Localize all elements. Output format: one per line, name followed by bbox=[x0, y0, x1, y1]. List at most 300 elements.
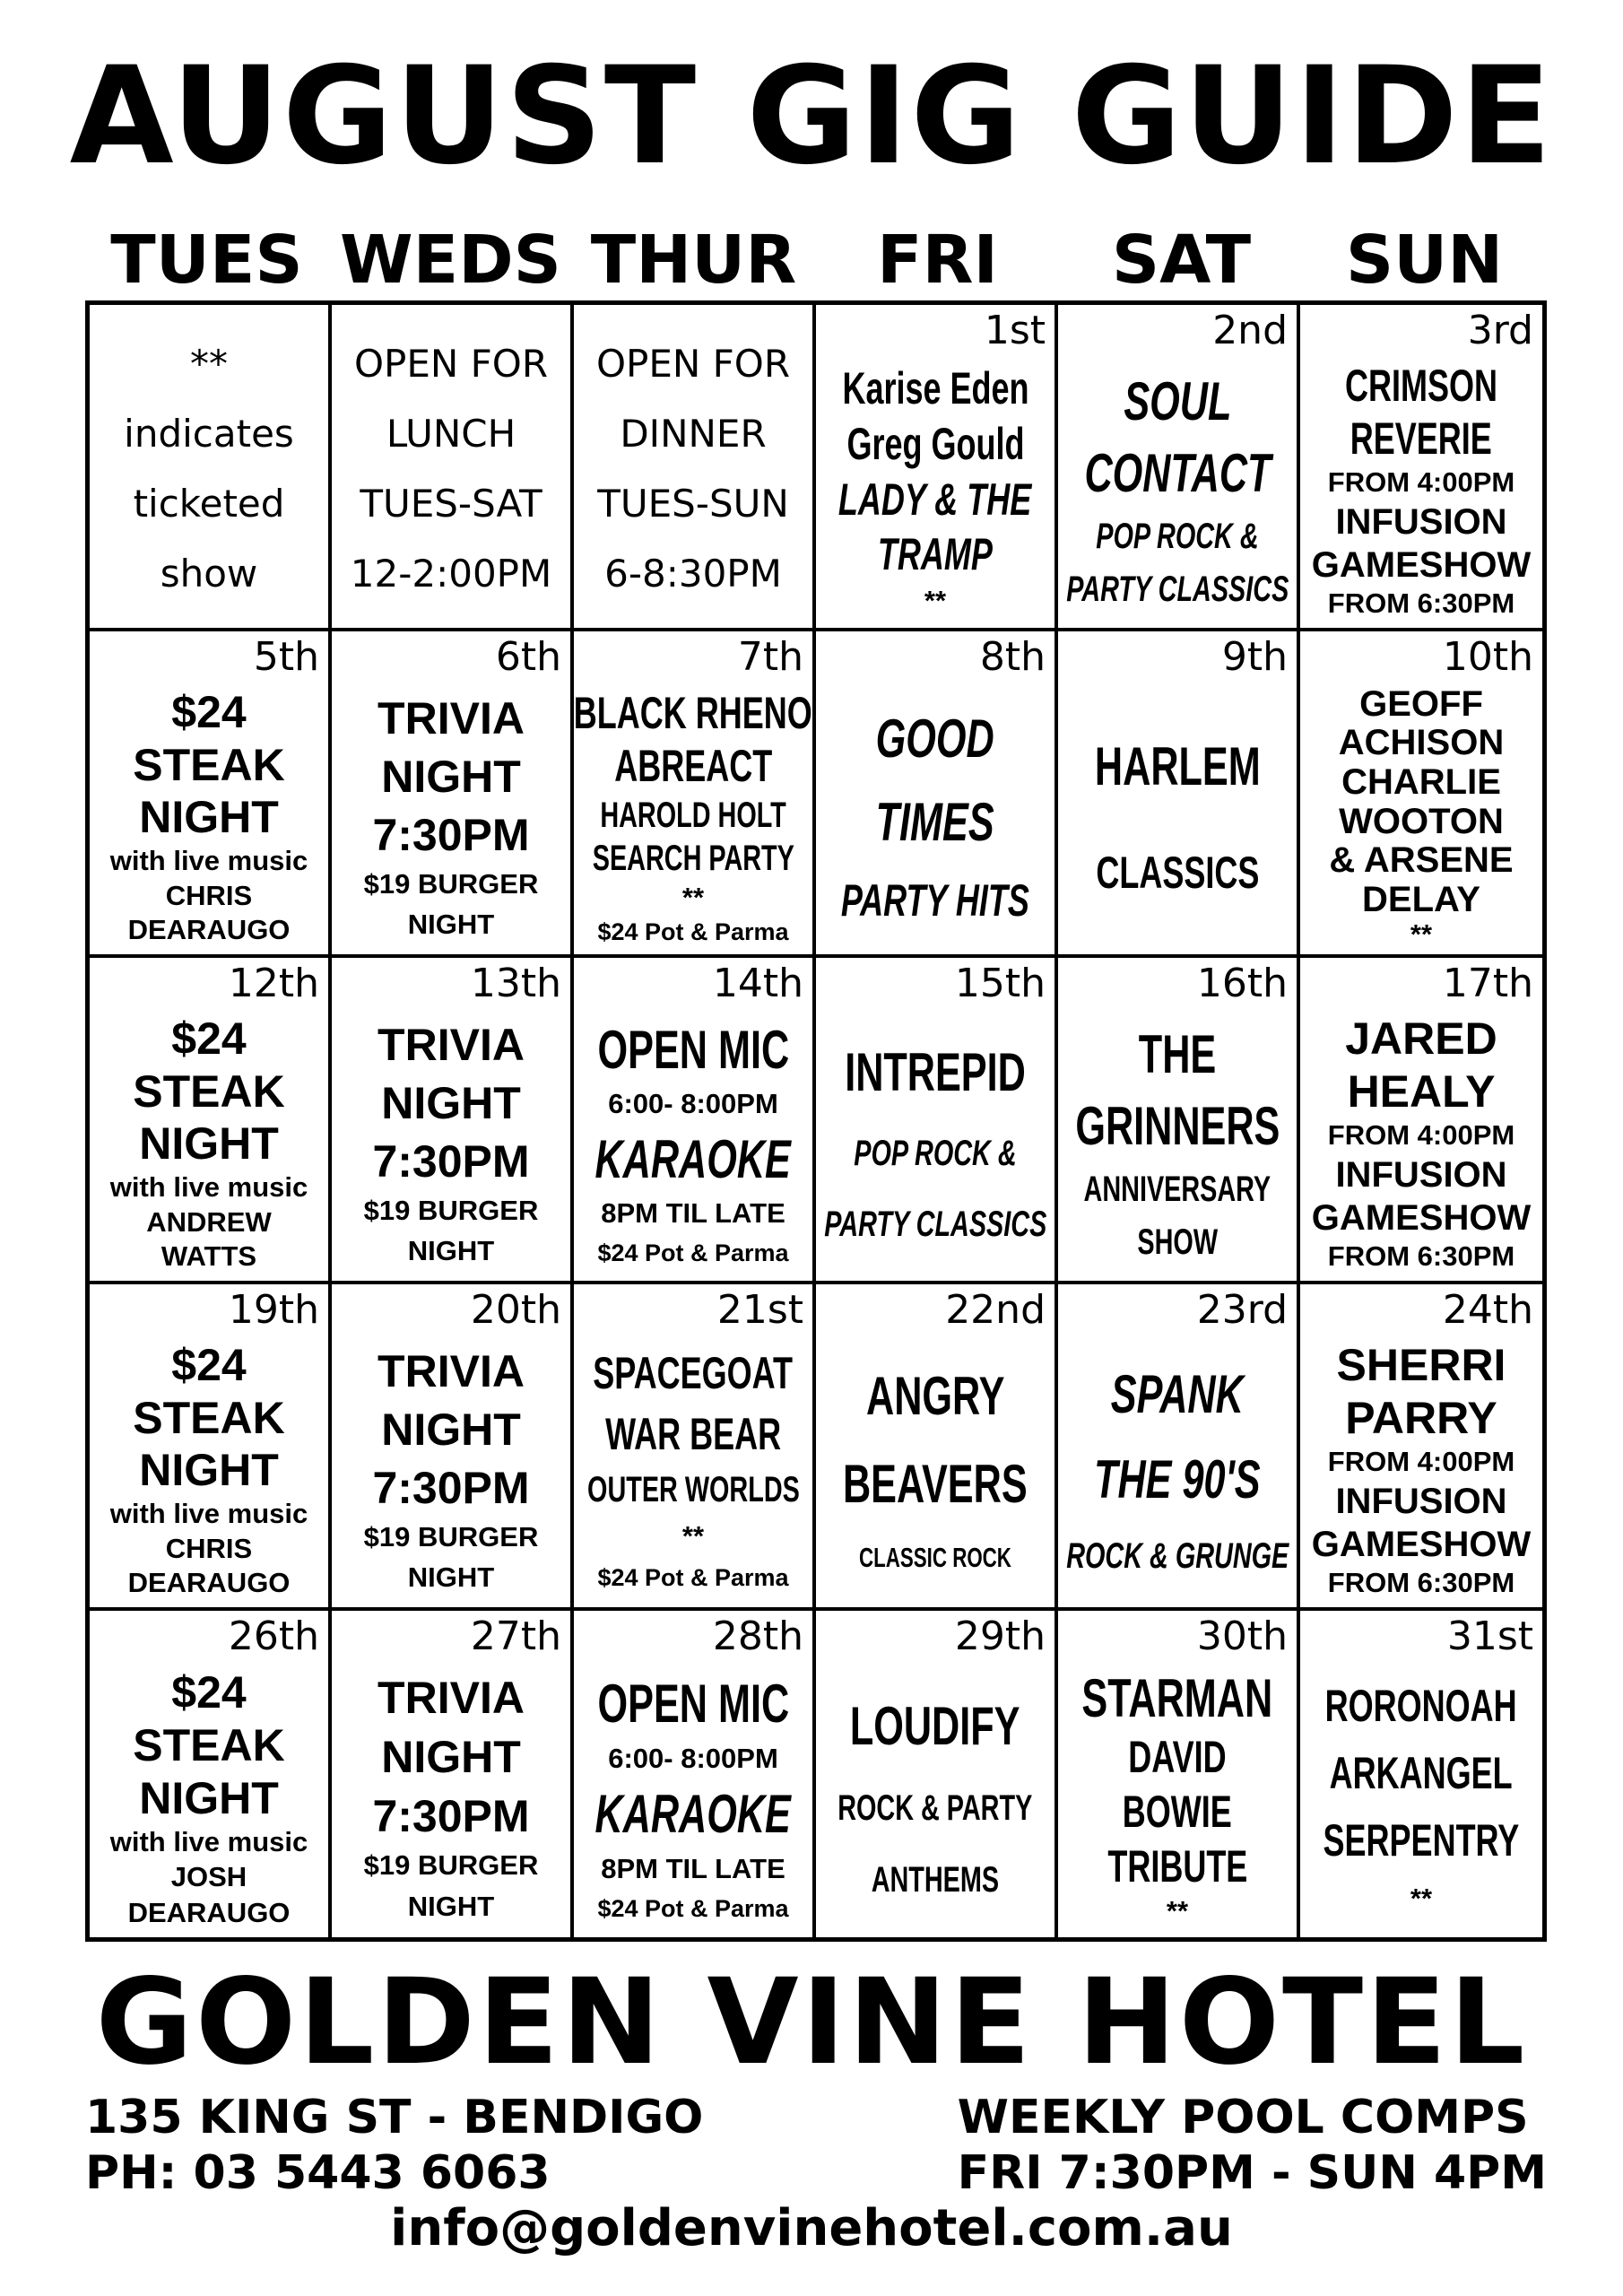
cell-text: BLACK RHENO bbox=[574, 687, 812, 738]
cell-date: 27th bbox=[470, 1613, 561, 1659]
cell-text-line bbox=[597, 919, 788, 944]
cell-text-line bbox=[109, 844, 308, 876]
cell-text: $19 BURGER bbox=[363, 1520, 539, 1552]
cell-date: 8th bbox=[979, 634, 1046, 680]
cell-text: KARAOKE bbox=[595, 1128, 792, 1189]
cell-content bbox=[816, 1336, 1055, 1604]
cell-content bbox=[90, 1010, 328, 1277]
cell-text-line bbox=[1329, 841, 1513, 879]
cell-content bbox=[332, 314, 570, 624]
cell-text-line bbox=[574, 839, 816, 877]
cell-text-line bbox=[574, 1408, 815, 1459]
cell-text: STEAK bbox=[133, 1392, 285, 1443]
cell-text: $24 bbox=[171, 1013, 247, 1065]
cell-text-line bbox=[133, 1065, 285, 1117]
cell-text: 12-2:00PM bbox=[350, 551, 552, 596]
cell-text-line bbox=[109, 1497, 308, 1529]
cell-text-line bbox=[408, 910, 494, 940]
cell-text-line bbox=[597, 1240, 788, 1265]
cell-text: PARTY CLASSICS bbox=[1065, 570, 1289, 610]
cell-text: CLASSICS bbox=[1095, 847, 1260, 898]
cell-text: STEAK bbox=[133, 1719, 285, 1770]
cell-text-line bbox=[1300, 1683, 1542, 1730]
cell-date: 26th bbox=[228, 1613, 319, 1659]
cell-text: ABREACT bbox=[614, 741, 772, 792]
cell-text: FROM 6:30PM bbox=[1327, 1567, 1515, 1599]
cell-text-line bbox=[133, 739, 285, 790]
cell-date: 24th bbox=[1442, 1287, 1533, 1333]
cell-text-line bbox=[1335, 1483, 1506, 1520]
cell-text: ARKANGEL bbox=[1330, 1748, 1514, 1799]
cell-text: ** bbox=[681, 1520, 705, 1552]
calendar-cell bbox=[1058, 305, 1300, 631]
cell-text: $24 Pot & Parma bbox=[597, 1894, 789, 1922]
cell-text: THE bbox=[1138, 1023, 1217, 1084]
cell-text: ANDREW bbox=[146, 1205, 272, 1238]
cell-text: GRINNERS bbox=[1074, 1096, 1280, 1157]
cell-text-line bbox=[128, 1569, 291, 1598]
cell-text: SERPENTRY bbox=[1323, 1815, 1520, 1866]
calendar-cell bbox=[816, 631, 1058, 958]
cell-date: 20th bbox=[470, 1287, 561, 1333]
cell-text-line bbox=[1167, 1897, 1188, 1926]
cell-text-line bbox=[378, 1019, 525, 1070]
cell-text-line bbox=[1058, 1537, 1300, 1575]
cell-text: NIGHT bbox=[407, 908, 495, 940]
cell-text: PARTY HITS bbox=[840, 874, 1030, 926]
cell-text-line bbox=[1312, 1526, 1531, 1563]
cell-text-line bbox=[364, 1851, 539, 1881]
cell-text: THE 90'S bbox=[1094, 1449, 1261, 1509]
calendar-cell bbox=[1058, 958, 1300, 1284]
cell-text: ** bbox=[190, 341, 228, 386]
cell-date: 9th bbox=[1221, 634, 1288, 680]
cell-text: TUES-SUN bbox=[597, 481, 789, 526]
cell-text: TRIBUTE bbox=[1107, 1840, 1247, 1892]
cell-text-line bbox=[816, 1205, 1058, 1243]
cell-text: TRIVIA bbox=[378, 692, 525, 744]
calendar-cell bbox=[1058, 631, 1300, 958]
cell-text-line bbox=[1063, 735, 1293, 796]
cell-text: NIGHT bbox=[381, 751, 521, 802]
cell-text-line bbox=[1058, 1170, 1300, 1208]
calendar-cell bbox=[816, 958, 1058, 1284]
cell-text: INTREPID bbox=[845, 1041, 1026, 1102]
cell-text-line bbox=[604, 551, 782, 596]
cell-text: $24 Pot & Parma bbox=[597, 1563, 789, 1591]
venue-contact bbox=[85, 2090, 703, 2201]
cell-text-line bbox=[124, 411, 294, 456]
cell-text-line bbox=[133, 1392, 285, 1443]
cell-text: POP ROCK & bbox=[854, 1133, 1017, 1173]
cell-text-line bbox=[171, 1342, 246, 1389]
cell-text-line bbox=[1348, 1068, 1496, 1116]
day-header-weds: WEDS bbox=[340, 222, 561, 299]
cell-text-line bbox=[408, 1892, 494, 1922]
cell-text: STARMAN bbox=[1081, 1668, 1273, 1729]
cell-text: PARRY bbox=[1345, 1393, 1497, 1444]
cell-content bbox=[332, 683, 570, 951]
cell-text-line bbox=[1337, 1342, 1506, 1389]
cell-content bbox=[574, 1010, 812, 1277]
cell-text-line bbox=[1122, 1223, 1233, 1261]
cell-text-line bbox=[574, 1350, 816, 1397]
cell-text: OPEN FOR bbox=[353, 341, 549, 386]
cell-text: 8PM TIL LATE bbox=[601, 1196, 785, 1229]
cell-text: HARLEM bbox=[1094, 735, 1261, 796]
cell-content bbox=[816, 1663, 1055, 1934]
cell-text: indicates bbox=[124, 411, 294, 456]
cell-text: KARAOKE bbox=[595, 1783, 792, 1844]
page-title: AUGUST GIG GUIDE bbox=[69, 39, 1554, 195]
cell-content bbox=[1300, 683, 1542, 951]
calendar-cell bbox=[816, 1611, 1058, 1937]
cell-text: 7:30PM bbox=[372, 1790, 530, 1841]
cell-text-line bbox=[822, 1135, 1048, 1172]
cell-text: GAMESHOW bbox=[1311, 1197, 1532, 1238]
cell-text: GAMESHOW bbox=[1311, 1524, 1532, 1564]
cell-text-line bbox=[146, 1205, 272, 1238]
cell-date: 10th bbox=[1442, 634, 1533, 680]
cell-text-line bbox=[574, 1675, 816, 1732]
cell-text-line bbox=[127, 1896, 291, 1928]
cell-text-line bbox=[620, 411, 767, 456]
cell-text: FROM 4:00PM bbox=[1327, 1445, 1515, 1477]
cell-text-line bbox=[816, 1453, 1058, 1514]
cell-text: CRIMSON bbox=[1344, 361, 1497, 412]
cell-text: GAMESHOW bbox=[1311, 544, 1532, 585]
cell-text-line bbox=[139, 1447, 279, 1494]
cell-text: OPEN MIC bbox=[597, 1673, 789, 1734]
cell-text-line bbox=[829, 1541, 1041, 1573]
cell-text-line bbox=[381, 753, 521, 801]
cell-text-line bbox=[407, 1234, 495, 1266]
cell-text-line bbox=[133, 1719, 285, 1770]
cell-date: 28th bbox=[712, 1613, 803, 1659]
cell-content bbox=[90, 314, 328, 624]
cell-text-line bbox=[381, 1731, 521, 1782]
cell-text-line bbox=[1058, 1096, 1300, 1157]
calendar-cell bbox=[1300, 1611, 1542, 1937]
calendar-cell bbox=[1058, 1611, 1300, 1937]
cell-text-line bbox=[1345, 1015, 1497, 1063]
cell-text-line bbox=[1410, 920, 1432, 950]
cell-text: FROM 4:00PM bbox=[1327, 465, 1515, 498]
cell-text-line bbox=[839, 1365, 1031, 1426]
calendar-cell bbox=[90, 1284, 332, 1611]
cell-text: 8PM TIL LATE bbox=[601, 1852, 785, 1884]
cell-date: 14th bbox=[712, 961, 803, 1006]
cell-text-line bbox=[1335, 503, 1506, 541]
cell-text: POP ROCK & bbox=[1096, 516, 1259, 556]
cell-text-line bbox=[1410, 1884, 1432, 1914]
cell-text: JARED bbox=[1345, 1013, 1497, 1065]
cell-text: CHRIS bbox=[165, 1532, 253, 1564]
cell-text: FROM 6:30PM bbox=[1327, 1240, 1515, 1273]
calendar-cell bbox=[332, 958, 574, 1284]
cell-text: Greg Gould bbox=[846, 418, 1024, 469]
cell-text-line bbox=[171, 689, 246, 736]
cell-text: TIMES bbox=[875, 791, 995, 852]
cell-text: 7:30PM bbox=[372, 1135, 530, 1187]
cell-text: BEAVERS bbox=[843, 1453, 1028, 1514]
cell-content bbox=[332, 1336, 570, 1604]
cell-text: ACHISON bbox=[1338, 723, 1505, 763]
cell-text-line bbox=[816, 365, 1058, 413]
cell-text: SPACEGOAT bbox=[593, 1348, 794, 1399]
cell-text: ** bbox=[681, 882, 705, 914]
cell-text-line bbox=[608, 1744, 778, 1774]
cell-text: 6:00- 8:00PM bbox=[608, 1742, 778, 1774]
cell-date: 6th bbox=[495, 634, 561, 680]
cell-content bbox=[574, 1663, 812, 1934]
cell-text-line bbox=[1103, 370, 1253, 431]
cell-text: LUNCH bbox=[386, 411, 516, 456]
cell-text: DEARAUGO bbox=[127, 1896, 291, 1928]
cell-content bbox=[332, 1010, 570, 1277]
cell-content bbox=[1058, 1663, 1297, 1934]
cell-text: REVERIE bbox=[1350, 413, 1493, 465]
calendar-cell bbox=[816, 305, 1058, 631]
cell-text-line bbox=[1081, 1840, 1275, 1892]
cell-text: SHERRI bbox=[1336, 1340, 1506, 1391]
cell-text: ANGRY bbox=[865, 1365, 1005, 1426]
cell-text-line bbox=[1124, 1023, 1231, 1084]
cell-text-line bbox=[139, 1120, 279, 1168]
cell-text: 7:30PM bbox=[372, 1462, 530, 1513]
cell-text: ** bbox=[1166, 1895, 1189, 1927]
cell-text: HEALY bbox=[1347, 1066, 1496, 1118]
calendar-cell bbox=[574, 1284, 816, 1611]
cell-text-line bbox=[574, 1783, 816, 1844]
day-header-thur: THUR bbox=[590, 222, 797, 299]
cell-text: $24 bbox=[171, 1666, 247, 1718]
cell-text-line bbox=[353, 341, 549, 386]
cell-text-line bbox=[1335, 1156, 1506, 1194]
cell-text-line bbox=[386, 411, 516, 456]
cell-text: NIGHT bbox=[381, 1731, 521, 1782]
cell-text-line bbox=[1323, 415, 1520, 463]
cell-text: TRIVIA bbox=[378, 1673, 525, 1724]
cell-text: SOUL bbox=[1123, 370, 1231, 431]
cell-date: 19th bbox=[228, 1287, 319, 1333]
cell-text-line bbox=[109, 1170, 308, 1203]
calendar-cell bbox=[90, 631, 332, 958]
cell-text-line bbox=[682, 1522, 704, 1552]
calendar-cell bbox=[1300, 1284, 1542, 1611]
cell-content bbox=[90, 1663, 328, 1934]
cell-text-line bbox=[816, 874, 1058, 926]
cell-text-line bbox=[1362, 881, 1480, 918]
cell-text-line bbox=[360, 481, 542, 526]
cell-text-line bbox=[574, 1020, 816, 1081]
cell-text-line bbox=[597, 1565, 788, 1590]
cell-text: $19 BURGER bbox=[363, 867, 539, 900]
cell-text: NIGHT bbox=[407, 1891, 495, 1923]
venue-address: 135 KING ST - BENDIGO bbox=[85, 2091, 704, 2144]
cell-text: NIGHT bbox=[139, 1773, 279, 1824]
calendar-cell bbox=[332, 631, 574, 958]
cell-text: DINNER bbox=[620, 411, 767, 456]
cell-text: FROM 6:30PM bbox=[1327, 587, 1515, 620]
cell-date: 16th bbox=[1196, 961, 1288, 1006]
cell-text: DEARAUGO bbox=[127, 914, 291, 946]
cell-text-line bbox=[1312, 546, 1531, 584]
cell-text: Karise Eden bbox=[841, 363, 1029, 414]
cell-text: & ARSENE bbox=[1329, 840, 1514, 881]
cell-date: 2nd bbox=[1212, 308, 1288, 353]
cell-text: $24 bbox=[171, 687, 247, 738]
cell-text-line bbox=[816, 1041, 1058, 1102]
day-headers bbox=[85, 215, 1547, 305]
cell-text-line bbox=[574, 796, 816, 834]
cell-date: 15th bbox=[954, 961, 1046, 1006]
cell-text: NIGHT bbox=[139, 792, 279, 843]
cell-text-line bbox=[408, 1563, 494, 1593]
cell-text-line bbox=[363, 867, 539, 900]
cell-text: NIGHT bbox=[381, 1404, 521, 1455]
cell-text: INFUSION bbox=[1335, 501, 1507, 542]
cell-text-line bbox=[1327, 1445, 1515, 1477]
cell-text-line bbox=[574, 1128, 816, 1189]
cell-content bbox=[816, 683, 1055, 951]
cell-text: ROCK & GRUNGE bbox=[1066, 1535, 1289, 1576]
cell-text-line bbox=[1339, 803, 1504, 840]
calendar-cell bbox=[574, 631, 816, 958]
cell-text: NIGHT bbox=[407, 1234, 495, 1266]
cell-text: ROCK & PARTY bbox=[838, 1787, 1033, 1828]
venue-email: info@goldenvinehotel.com.au bbox=[390, 2199, 1233, 2257]
cell-text: $24 bbox=[171, 1340, 247, 1391]
pool-comps bbox=[958, 2090, 1547, 2201]
cell-date: 1st bbox=[984, 308, 1046, 353]
cell-content bbox=[1300, 1336, 1542, 1604]
cell-text-line bbox=[372, 1135, 530, 1187]
cell-text-line bbox=[853, 710, 1017, 767]
cell-text: CONTACT bbox=[1084, 443, 1271, 504]
cell-text-line bbox=[1339, 724, 1504, 761]
calendar-cell bbox=[1300, 631, 1542, 958]
cell-text-line bbox=[1085, 1363, 1270, 1424]
cell-content bbox=[1300, 1663, 1542, 1934]
cell-text-line bbox=[364, 1196, 539, 1226]
cell-text-line bbox=[1300, 1817, 1542, 1865]
cell-text-line bbox=[1062, 1451, 1293, 1508]
cell-text-line bbox=[1328, 1242, 1515, 1272]
cell-content bbox=[574, 1336, 812, 1604]
cell-text-line bbox=[1312, 1199, 1531, 1237]
cell-text-line bbox=[1341, 763, 1501, 801]
cell-text-line bbox=[128, 916, 291, 945]
cell-text: ** bbox=[924, 585, 947, 617]
calendar-cell bbox=[90, 958, 332, 1284]
info-cell bbox=[332, 305, 574, 631]
cell-text: TUES-SAT bbox=[360, 481, 542, 526]
venue-name: GOLDEN VINE HOTEL bbox=[95, 1953, 1528, 2092]
calendar-cell bbox=[574, 958, 816, 1284]
cell-text: 6:00- 8:00PM bbox=[608, 1088, 778, 1120]
pool-comps-title: WEEKLY POOL COMPS bbox=[957, 2091, 1529, 2144]
cell-text: BOWIE bbox=[1123, 1786, 1232, 1837]
cell-text-line bbox=[1328, 1569, 1515, 1598]
cell-text-line bbox=[139, 1775, 279, 1822]
cell-date: 3rd bbox=[1467, 308, 1533, 353]
cell-text: with live music bbox=[109, 1826, 308, 1858]
calendar-cell bbox=[574, 1611, 816, 1937]
cell-content bbox=[816, 357, 1055, 624]
cell-date: 17th bbox=[1442, 961, 1533, 1006]
cell-text: TRIVIA bbox=[378, 1019, 525, 1070]
cell-text-line bbox=[190, 341, 228, 386]
calendar-cell bbox=[816, 1284, 1058, 1611]
cell-content bbox=[332, 1663, 570, 1934]
cell-text: PARTY CLASSICS bbox=[823, 1205, 1047, 1245]
cell-text-line bbox=[1058, 443, 1300, 504]
cell-text-line bbox=[161, 1242, 256, 1272]
cell-content bbox=[1058, 1010, 1297, 1277]
calendar-cell bbox=[1300, 305, 1542, 631]
cell-text: WATTS bbox=[161, 1240, 257, 1273]
day-header-sun: SUN bbox=[1345, 222, 1504, 299]
cell-text: 6-8:30PM bbox=[604, 551, 782, 596]
cell-text-line bbox=[682, 883, 704, 913]
cell-text-line bbox=[165, 879, 253, 911]
cell-content bbox=[1058, 357, 1297, 624]
cell-text-line bbox=[1327, 465, 1515, 498]
cell-text: 7:30PM bbox=[372, 809, 530, 860]
cell-text-line bbox=[139, 794, 279, 841]
cell-date: 31st bbox=[1446, 1613, 1533, 1659]
cell-text: NIGHT bbox=[139, 1445, 279, 1496]
cell-text: STEAK bbox=[133, 739, 285, 790]
cell-text: NIGHT bbox=[407, 1561, 495, 1593]
cell-date: 7th bbox=[737, 634, 803, 680]
cell-content bbox=[816, 1010, 1055, 1277]
cell-text-line bbox=[816, 418, 1058, 469]
cell-date: 30th bbox=[1196, 1613, 1288, 1659]
cell-text-line bbox=[816, 1789, 1058, 1827]
cell-text: GEOFF bbox=[1359, 683, 1483, 724]
cell-text-line bbox=[855, 531, 1015, 578]
cell-date: 21st bbox=[716, 1287, 803, 1333]
cell-text-line bbox=[574, 687, 816, 738]
cell-content bbox=[90, 683, 328, 951]
cell-date: 29th bbox=[954, 1613, 1046, 1659]
cell-text: GOOD bbox=[875, 708, 995, 769]
cell-text: with live music bbox=[109, 1497, 308, 1529]
info-cell bbox=[574, 305, 816, 631]
cell-text: CHRIS bbox=[165, 879, 253, 911]
cell-text: ** bbox=[1410, 1883, 1433, 1915]
cell-text-line bbox=[1315, 362, 1527, 410]
cell-text: with live music bbox=[109, 844, 308, 876]
cell-date: 5th bbox=[253, 634, 319, 680]
cell-text: TRAMP bbox=[877, 529, 993, 580]
cell-text-line bbox=[846, 1861, 1024, 1899]
cell-text: DAVID bbox=[1128, 1732, 1227, 1783]
cell-text: NIGHT bbox=[381, 1077, 521, 1128]
cell-text-line bbox=[924, 587, 946, 616]
cell-date: 22nd bbox=[945, 1287, 1046, 1333]
cell-content bbox=[1058, 1336, 1297, 1604]
cell-text: WAR BEAR bbox=[605, 1408, 781, 1459]
cell-text-line bbox=[372, 1462, 530, 1513]
cell-date: 13th bbox=[470, 961, 561, 1006]
cell-text: ANTHEMS bbox=[871, 1860, 1000, 1900]
calendar-cell bbox=[1058, 1284, 1300, 1611]
cell-text: with live music bbox=[109, 1170, 308, 1203]
cell-text-line bbox=[165, 1532, 253, 1564]
